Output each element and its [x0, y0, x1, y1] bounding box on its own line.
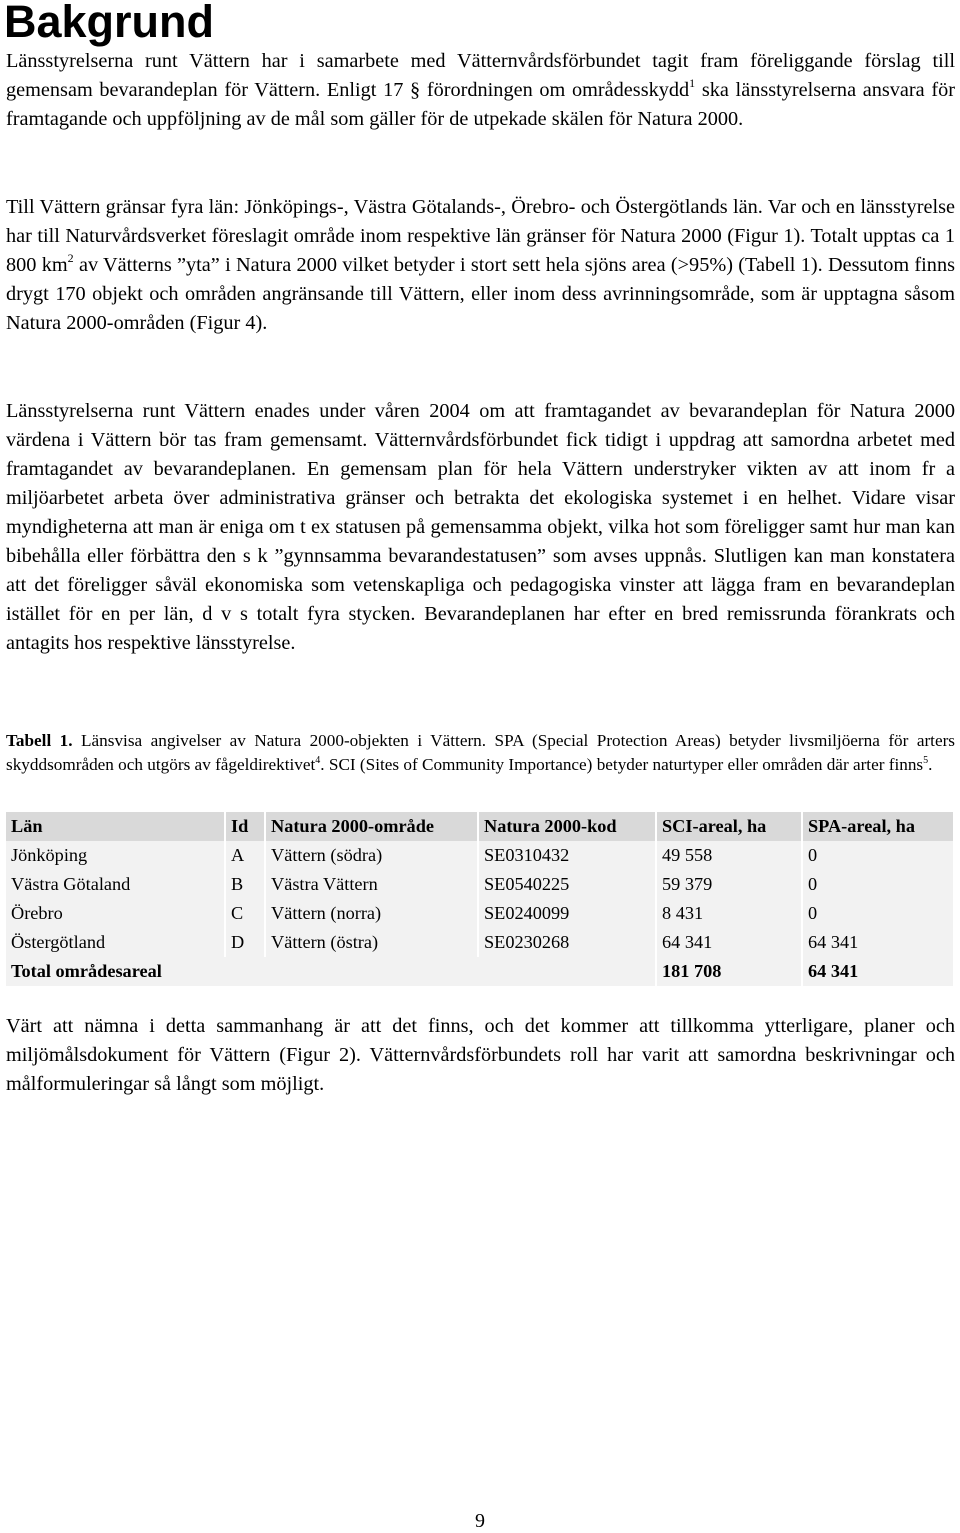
table-cell: Västra Götaland: [6, 870, 224, 899]
table-cell: 64 341: [803, 928, 953, 957]
table-row: [6, 899, 953, 928]
table-row: [6, 841, 953, 870]
table-total-row: [6, 957, 953, 986]
natura-table: [4, 812, 955, 986]
caption-label: Tabell 1.: [6, 731, 73, 750]
total-sci: 181 708: [657, 957, 801, 986]
table-cell: Örebro: [6, 899, 224, 928]
table-caption: Tabell 1. Länsvisa angivelser av Natura 2000-objekten i Vättern. SPA (Special Protection Areas) betyder livsmiljöerna för arters skyddsområden och utgörs av fågeldirektivet$^4$. SCI (Sites of Community Importance) betyder naturtyper eller områden där arter finns$^5$.: [6, 731, 955, 774]
table-row: [6, 870, 953, 899]
header-cell: SPA-areal, ha: [803, 812, 953, 841]
table-cell: SE0240099: [479, 899, 655, 928]
footnote-ref-1: 1: [689, 76, 696, 90]
header-cell: SCI-areal, ha: [657, 812, 801, 841]
table-cell: 0: [803, 899, 953, 928]
table-cell: D: [226, 928, 264, 957]
footnote-ref-5: 5: [923, 754, 929, 766]
table-cell: 0: [803, 870, 953, 899]
paragraph-2: Till Vättern gränsar fyra län: Jönköpings-, Västra Götalands-, Örebro- och Östergötlands län. Var och en länsstyrelse har till Naturvårdsverket föreslagit område inom respektive län gränser för Natura 2000 (Figur 1). Totalt upptas ca 1 800 $km^2$ av Vätterns ”yta” i Natura 2000 vilket betyder i stort sett hela sjöns area (>95%) (Tabell 1). Dessutom finns drygt 170 objekt och områden angränsande till Vättern, eller inom dess avrinningsområde, som är upptagna såsom Natura 2000-områden (Figur 4).: [6, 196, 955, 334]
table-cell: 49 558: [657, 841, 801, 870]
table-cell: Västra Vättern: [266, 870, 477, 899]
table-cell: 64 341: [657, 928, 801, 957]
paragraph-3: Länsstyrelserna runt Vättern enades under våren 2004 om att framtagandet av bevarandeplan för Natura 2000 värdena i Vättern bör tas fram gemensamt. Vätternvårdsförbundet fick tidigt i uppdrag att samordna arbetet med framtagandet av bevarandeplanen. En gemensam plan för hela Vättern understryker vikten av att inom fr a miljöarbetet arbeta över administrativa gränser och betrakta det ekologiska systemet i en helhet. Vidare visar myndigheterna att man är eniga om t ex statusen på gemensamma objekt, vilka hot som föreligger samt hur man kan bibehålla eller förbättra den s k ”gynnsamma bevarandestatusen” som avses uppnås. Slutligen kan man konstatera att det föreligger såväl ekonomiska som vetenskapliga och pedagogiska vinster att lägga fram en bevarandeplan istället för en per län, d v s totalt fyra stycken. Bevarandeplanen har efter en bred remissrunda förankrats och antagits hos respektive länsstyrelse.: [6, 400, 955, 654]
table-header-row: [6, 812, 953, 841]
paragraph-1: Länsstyrelserna runt Vättern har i samarbete med Vätternvårdsförbundet tagit fram föreliggande förslag till gemensam bevarandeplan för Vättern. Enligt 17 § förordningen om områdesskydd$^1$ ska länsstyrelserna ansvara för framtagande och uppföljning av de mål som gäller för de utpekade skälen för Natura 2000.: [6, 50, 956, 130]
header-cell: Id: [226, 812, 264, 841]
table-cell: 8 431: [657, 899, 801, 928]
table-cell: Östergötland: [6, 928, 224, 957]
table-cell: Vättern (södra): [266, 841, 477, 870]
table-cell: C: [226, 899, 264, 928]
table-cell: 0: [803, 841, 953, 870]
table-cell: 59 379: [657, 870, 801, 899]
table-cell: Vättern (östra): [266, 928, 477, 957]
page-number: 9: [475, 1510, 485, 1532]
header-cell: Län: [6, 812, 224, 841]
paragraph-4: Värt att nämna i detta sammanhang är att det finns, och det kommer att tillkomma ytterligare, planer och miljömålsdokument för Vättern (Figur 2). Vätternvårdsförbundets roll har varit att samordna beskrivningar och målformuleringar så långt som möjligt.: [6, 1015, 955, 1095]
table-row: [6, 928, 953, 957]
total-label: Total områdesareal: [6, 957, 655, 986]
table-cell: Vättern (norra): [266, 899, 477, 928]
table-cell: Jönköping: [6, 841, 224, 870]
superscript-2: 2: [67, 251, 74, 265]
section-heading: Bakgrund: [4, 0, 215, 47]
header-cell: Natura 2000-kod: [479, 812, 655, 841]
table-cell: SE0540225: [479, 870, 655, 899]
total-spa: 64 341: [803, 957, 953, 986]
footnote-ref-4: 4: [315, 754, 321, 766]
table-cell: A: [226, 841, 264, 870]
header-cell: Natura 2000-område: [266, 812, 477, 841]
table-cell: SE0310432: [479, 841, 655, 870]
table-cell: B: [226, 870, 264, 899]
table-cell: SE0230268: [479, 928, 655, 957]
